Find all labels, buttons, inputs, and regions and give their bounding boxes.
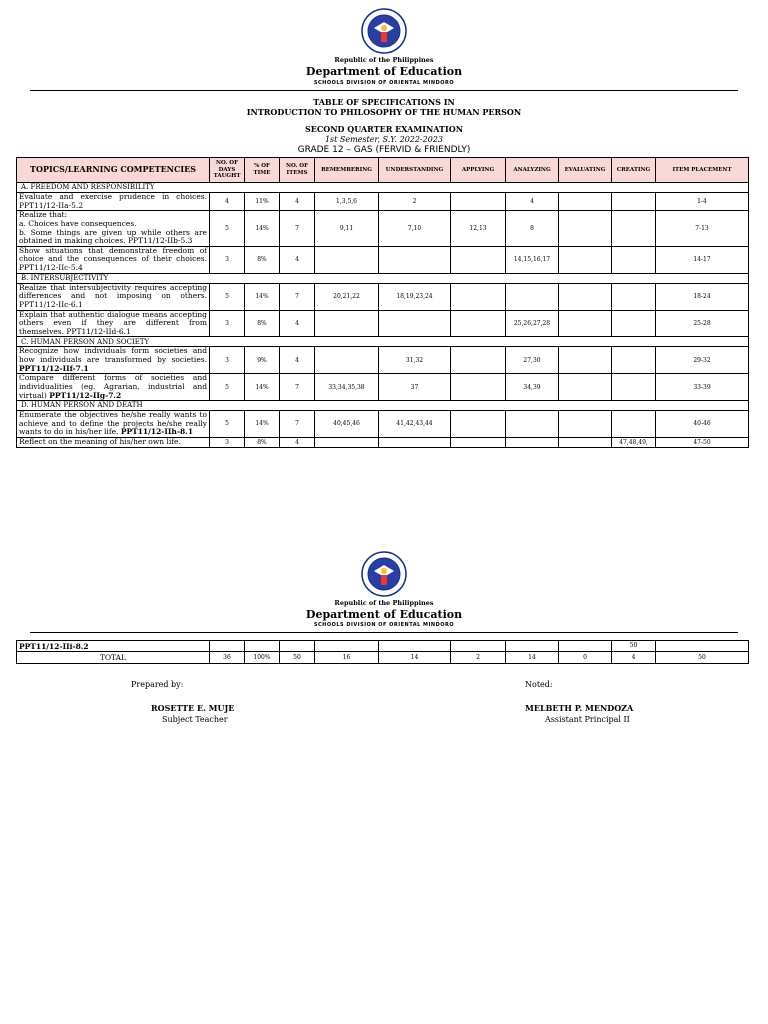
header-cell: ANALYZING xyxy=(506,158,559,183)
table-row xyxy=(17,374,749,401)
competency-text: Explain that authentic dialogue means accepting others even if they are different from themselves. PPT11/12-IId-6.1 xyxy=(19,310,207,336)
pct-cell: 14% xyxy=(245,211,280,247)
placement-cell: 14-17 xyxy=(656,246,749,273)
items-cell: 4 xyxy=(280,246,315,273)
competency-code: PPT11/12-IIi-8.2 xyxy=(17,641,210,652)
remembering-cell: 9,11 xyxy=(315,211,379,247)
understanding-cell: 18,19,23,24 xyxy=(379,283,451,310)
understanding-cell: 37 xyxy=(379,374,451,401)
remembering-cell: 20,21,22 xyxy=(315,283,379,310)
competency-text: Evaluate and exercise prudence in choices. PPT11/12-IIa-5.2 xyxy=(19,192,207,210)
section-row xyxy=(17,401,749,411)
analyzing-cell xyxy=(506,438,559,448)
table-row xyxy=(17,193,749,211)
division-text: SCHOOLS DIVISION OF ORIENTAL MINDORO xyxy=(313,80,455,86)
section-title: D. HUMAN PERSON AND DEATH xyxy=(17,401,749,411)
competency-text: Realize that: xyxy=(19,210,67,220)
header-cell: REMEMBERING xyxy=(315,158,379,183)
creating-cell: 47,48,49, xyxy=(612,438,656,448)
evaluating-cell xyxy=(559,283,612,310)
creating-cell xyxy=(612,310,656,337)
placement-cell: 33-39 xyxy=(656,374,749,401)
evaluating-cell xyxy=(559,310,612,337)
understanding-cell: 2 xyxy=(379,193,451,211)
placement-cell: 1-4 xyxy=(656,193,749,211)
creating-cell xyxy=(612,211,656,247)
pct-cell: 14% xyxy=(245,283,280,310)
creating-cell xyxy=(612,283,656,310)
remembering-cell xyxy=(315,246,379,273)
creating-cell xyxy=(612,347,656,374)
total-label: TOTAL xyxy=(17,652,210,664)
table-row xyxy=(17,283,749,310)
header-cell: NO. OF DAYS TAUGHT xyxy=(210,158,245,183)
header-cell: CREATING xyxy=(612,158,656,183)
competency-text: a. Choices have consequences. xyxy=(19,218,137,228)
analyzing-cell: 27,30 xyxy=(506,347,559,374)
specification-table-continued xyxy=(16,640,749,664)
title-line-2: INTRODUCTION TO PHILOSOPHY OF THE HUMAN PERSON xyxy=(246,107,522,117)
noted-label: Noted: xyxy=(525,680,553,689)
days-cell: 5 xyxy=(210,374,245,401)
noted-name: MELBETH P. MENDOZA xyxy=(525,703,634,713)
understanding-cell xyxy=(379,438,451,448)
evaluating-cell xyxy=(559,438,612,448)
header-cell: ITEM PLACEMENT xyxy=(656,158,749,183)
remembering-cell: 40,45,46 xyxy=(315,411,379,438)
header-cell: NO. OF ITEMS xyxy=(280,158,315,183)
competency-code: PPT11/12-IIg-7.2 xyxy=(49,390,122,400)
division-text: SCHOOLS DIVISION OF ORIENTAL MINDORO xyxy=(313,622,455,628)
title-line-4: 1st Semester, S.Y. 2022-2023 xyxy=(324,135,444,144)
applying-cell xyxy=(451,193,506,211)
republic-text: Republic of the Philippines xyxy=(334,599,434,607)
remembering-cell: 1,3,5,6 xyxy=(315,193,379,211)
competency-cell xyxy=(17,347,210,374)
competency-cell xyxy=(17,283,210,310)
deped-seal-icon xyxy=(361,8,407,54)
section-row xyxy=(17,273,749,283)
competency-cell xyxy=(17,193,210,211)
table-row xyxy=(17,246,749,273)
table-body xyxy=(17,183,749,448)
competency-cell xyxy=(17,310,210,337)
competency-cell xyxy=(17,211,210,247)
items-cell: 7 xyxy=(280,283,315,310)
prepared-title: Subject Teacher xyxy=(162,715,228,724)
understanding-cell xyxy=(379,310,451,337)
section-title: A. FREEDOM AND RESPONSIBILITY xyxy=(17,183,749,193)
applying-cell xyxy=(451,310,506,337)
specification-table xyxy=(16,157,749,448)
table-row xyxy=(17,347,749,374)
placement-cell: 25-28 xyxy=(656,310,749,337)
days-cell: 5 xyxy=(210,411,245,438)
understanding-cell xyxy=(379,246,451,273)
header-rule xyxy=(30,632,738,633)
title-line-3: SECOND QUARTER EXAMINATION xyxy=(304,124,464,134)
applying-cell: 12,13 xyxy=(451,211,506,247)
evaluating-cell xyxy=(559,374,612,401)
creating-cell xyxy=(612,193,656,211)
analyzing-cell: 14,15,16,17 xyxy=(506,246,559,273)
analyzing-cell: 34,39 xyxy=(506,374,559,401)
placement-cell: 18-24 xyxy=(656,283,749,310)
competency-text: Reflect on the meaning of his/her own life. xyxy=(19,437,181,446)
title-line-5: GRADE 12 – GAS (FERVID & FRIENDLY) xyxy=(297,145,471,155)
total-row xyxy=(17,652,749,664)
total-evaluating: 0 xyxy=(559,652,612,664)
section-title: C. HUMAN PERSON AND SOCIETY xyxy=(17,337,749,347)
applying-cell xyxy=(451,411,506,438)
prepared-label: Prepared by: xyxy=(131,680,184,689)
pct-cell: 14% xyxy=(245,374,280,401)
analyzing-cell: 4 xyxy=(506,193,559,211)
items-cell: 4 xyxy=(280,310,315,337)
applying-cell xyxy=(451,347,506,374)
applying-cell xyxy=(451,374,506,401)
evaluating-cell xyxy=(559,211,612,247)
total-pct: 100% xyxy=(245,652,280,664)
table-row xyxy=(17,310,749,337)
total-days: 36 xyxy=(210,652,245,664)
creating-cell xyxy=(612,411,656,438)
total-placement: 50 xyxy=(656,652,749,664)
table-row xyxy=(17,211,749,247)
days-cell: 3 xyxy=(210,310,245,337)
placement-cell: 47-50 xyxy=(656,438,749,448)
header-cell: TOPICS/LEARNING COMPETENCIES xyxy=(17,158,210,183)
days-cell: 3 xyxy=(210,246,245,273)
items-cell: 7 xyxy=(280,374,315,401)
items-cell: 4 xyxy=(280,193,315,211)
understanding-cell: 31,32 xyxy=(379,347,451,374)
deped-seal-icon xyxy=(361,551,407,597)
pct-cell: 8% xyxy=(245,438,280,448)
days-cell: 4 xyxy=(210,193,245,211)
creating-cell xyxy=(612,374,656,401)
header-cell: % OF TIME xyxy=(245,158,280,183)
creating-cell: 50 xyxy=(612,641,656,652)
applying-cell xyxy=(451,438,506,448)
remembering-cell xyxy=(315,347,379,374)
table-row xyxy=(17,411,749,438)
items-cell: 7 xyxy=(280,211,315,247)
days-cell: 5 xyxy=(210,283,245,310)
total-analyzing: 14 xyxy=(506,652,559,664)
analyzing-cell xyxy=(506,283,559,310)
creating-cell xyxy=(612,246,656,273)
understanding-cell: 41,42,43,44 xyxy=(379,411,451,438)
competency-text: Enumerate the objectives he/she really wants to achieve and to define the projects he/she really wants to do in his/her life. xyxy=(19,410,207,437)
competency-text: Compare different forms of societies and individualities (eg. Agrarian, industrial and virtual) xyxy=(19,373,207,400)
competency-code: PPT11/12-IIh-8.1 xyxy=(120,427,194,437)
placement-cell: 29-32 xyxy=(656,347,749,374)
competency-code: PPT11/12-IIf-7.1 xyxy=(19,363,89,373)
section-title: B. INTERSUBJECTIVITY xyxy=(17,273,749,283)
items-cell: 4 xyxy=(280,347,315,374)
evaluating-cell xyxy=(559,347,612,374)
competency-cell xyxy=(17,246,210,273)
section-row xyxy=(17,183,749,193)
applying-cell xyxy=(451,283,506,310)
placement-cell: 7-13 xyxy=(656,211,749,247)
total-items: 50 xyxy=(280,652,315,664)
pct-cell: 9% xyxy=(245,347,280,374)
section-row xyxy=(17,337,749,347)
competency-cell xyxy=(17,411,210,438)
republic-text: Republic of the Philippines xyxy=(334,56,434,64)
table-row xyxy=(17,641,749,652)
remembering-cell xyxy=(315,438,379,448)
pct-cell: 8% xyxy=(245,310,280,337)
days-cell: 3 xyxy=(210,438,245,448)
items-cell: 4 xyxy=(280,438,315,448)
analyzing-cell: 8 xyxy=(506,211,559,247)
applying-cell xyxy=(451,246,506,273)
competency-cell xyxy=(17,374,210,401)
remembering-cell xyxy=(315,310,379,337)
table-header-row xyxy=(17,158,749,183)
pct-cell: 14% xyxy=(245,411,280,438)
days-cell: 3 xyxy=(210,347,245,374)
header-cell: EVALUATING xyxy=(559,158,612,183)
table-row xyxy=(17,438,749,448)
remembering-cell: 33,34,35,38 xyxy=(315,374,379,401)
analyzing-cell: 25,26,27,28 xyxy=(506,310,559,337)
total-creating: 4 xyxy=(612,652,656,664)
competency-text: Realize that intersubjectivity requires accepting differences and not imposing on others. PPT11/12-IIc-6.1 xyxy=(19,283,207,309)
competency-text: Recognize how individuals form societies and how individuals are transformed by societies. xyxy=(19,346,207,364)
prepared-name: ROSETTE E. MUJE xyxy=(151,703,235,713)
evaluating-cell xyxy=(559,193,612,211)
header-cell: APPLYING xyxy=(451,158,506,183)
competency-cell xyxy=(17,438,210,448)
placement-cell: 40-46 xyxy=(656,411,749,438)
understanding-cell: 7,10 xyxy=(379,211,451,247)
analyzing-cell xyxy=(506,411,559,438)
total-remembering: 16 xyxy=(315,652,379,664)
evaluating-cell xyxy=(559,246,612,273)
header-cell: UNDERSTANDING xyxy=(379,158,451,183)
header-rule xyxy=(30,90,738,91)
total-applying: 2 xyxy=(451,652,506,664)
items-cell: 7 xyxy=(280,411,315,438)
pct-cell: 8% xyxy=(245,246,280,273)
total-understanding: 14 xyxy=(379,652,451,664)
evaluating-cell xyxy=(559,411,612,438)
pct-cell: 11% xyxy=(245,193,280,211)
title-line-1: TABLE OF SPECIFICATIONS IN xyxy=(313,97,455,107)
department-title: Department of Education xyxy=(305,65,463,78)
department-title: Department of Education xyxy=(305,608,463,621)
competency-text: b. Some things are given up while others are obtained in making choices. PPT11/12-IIb-5.3 xyxy=(19,227,207,246)
days-cell: 5 xyxy=(210,211,245,247)
competency-text: Show situations that demonstrate freedom of choice and the consequences of their choices. PPT11/12-IIc-5.4 xyxy=(19,246,207,272)
noted-title: Assistant Principal II xyxy=(545,715,630,724)
